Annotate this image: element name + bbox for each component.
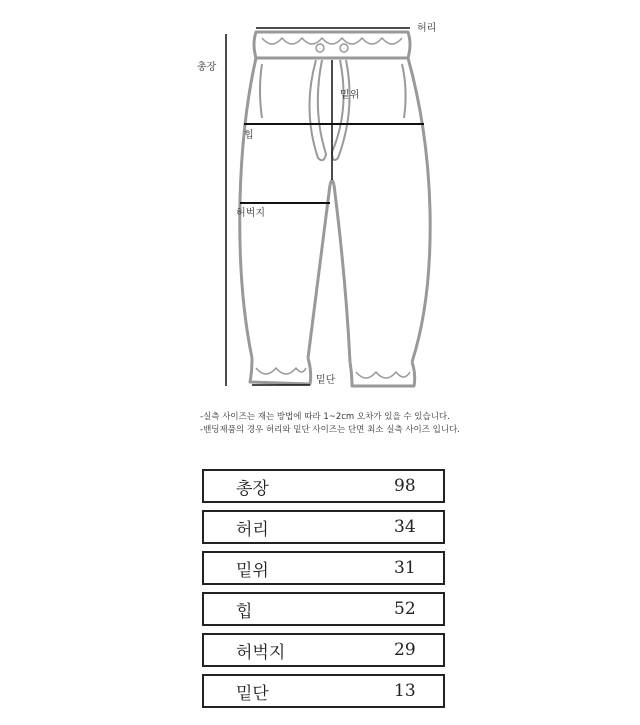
size-value: 29 bbox=[346, 633, 445, 667]
label-total-length: 총장 bbox=[197, 62, 217, 73]
measurement-lines bbox=[226, 28, 424, 386]
label-hip: 힙 bbox=[244, 130, 254, 141]
size-name: 허리 bbox=[202, 510, 346, 544]
size-value: 31 bbox=[346, 551, 445, 585]
size-name: 밑위 bbox=[202, 551, 346, 585]
size-name: 허벅지 bbox=[202, 633, 346, 667]
label-waist: 허리 bbox=[417, 23, 437, 34]
size-value: 34 bbox=[346, 510, 445, 544]
size-name: 힙 bbox=[202, 592, 346, 626]
size-value: 13 bbox=[346, 674, 445, 708]
measurement-note-2: -밴딩제품의 경우 허리와 밑단 사이즈는 단면 최소 실측 사이즈 입니다. bbox=[200, 425, 460, 435]
size-value: 98 bbox=[346, 469, 445, 503]
table-row bbox=[202, 592, 445, 626]
table-row bbox=[202, 633, 445, 667]
size-value: 52 bbox=[346, 592, 445, 626]
label-rise: 밑위 bbox=[340, 90, 360, 101]
table-row bbox=[202, 510, 445, 544]
measurement-note-1: -실측 사이즈는 재는 방법에 따라 1~2cm 오차가 있을 수 있습니다. bbox=[200, 412, 450, 422]
table-row bbox=[202, 674, 445, 708]
label-hem: 밑단 bbox=[316, 375, 336, 386]
size-table bbox=[202, 462, 445, 715]
table-row bbox=[202, 551, 445, 585]
label-thigh: 허벅지 bbox=[236, 208, 265, 219]
pants-outline bbox=[240, 32, 430, 386]
size-name: 총장 bbox=[202, 469, 346, 503]
size-name: 밑단 bbox=[202, 674, 346, 708]
size-table-body bbox=[202, 469, 445, 708]
table-row bbox=[202, 469, 445, 503]
